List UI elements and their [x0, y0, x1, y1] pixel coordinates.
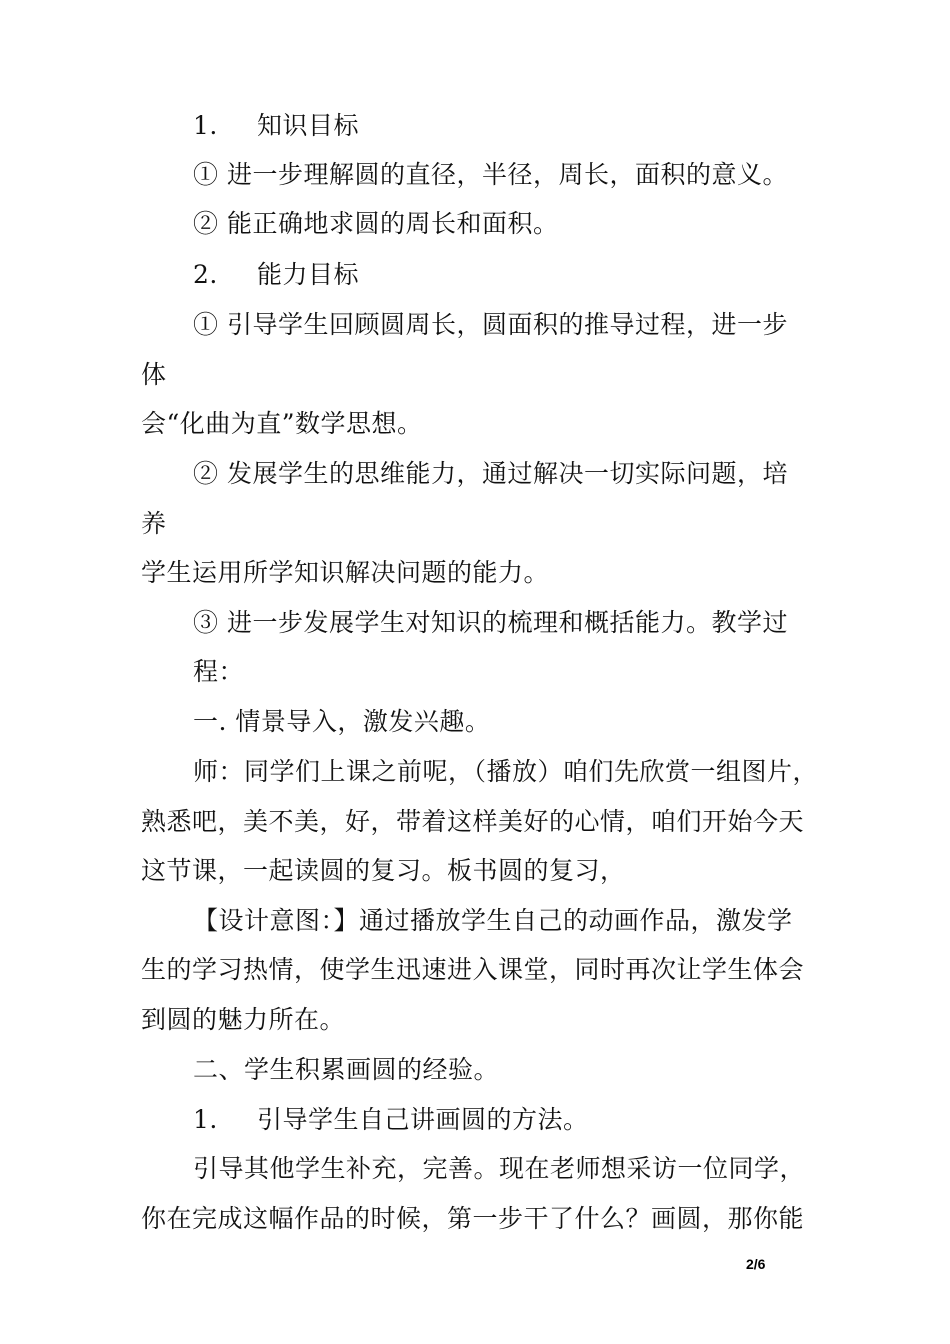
paragraph-line: 会“化曲为直”数学思想。 [141, 409, 423, 438]
paragraph-line: 这节课，一起读圆的复习。板书圆的复习， [141, 856, 626, 885]
paragraph-line: 体 [141, 360, 167, 389]
heading-ability-goal: 2. 能力目标 [193, 260, 360, 289]
paragraph-line: 学生运用所学知识解决问题的能力。 [141, 558, 550, 587]
paragraph-line: 师：同学们上课之前呢，（播放）咱们先欣赏一组图片， [193, 757, 819, 786]
paragraph-line: 引导其他学生补充，完善。现在老师想采访一位同学， [193, 1154, 806, 1183]
paragraph-line: 【设计意图：】通过播放学生自己的动画作品，激发学 [193, 906, 793, 935]
page-number: 2/6 [746, 1256, 766, 1272]
paragraph-line: ② 发展学生的思维能力，通过解决一切实际问题，培 [193, 459, 788, 488]
paragraph-line: ③ 进一步发展学生对知识的梳理和概括能力。教学过 [193, 608, 788, 637]
paragraph-line: 程： [193, 657, 245, 686]
paragraph-line: ① 进一步理解圆的直径，半径，周长，面积的意义。 [193, 160, 788, 189]
paragraph-line: 到圆的魅力所在。 [141, 1005, 346, 1034]
paragraph-line: 生的学习热情，使学生迅速进入课堂，同时再次让学生体会 [141, 955, 805, 984]
section-heading: 二、学生积累画圆的经验。 [193, 1055, 500, 1084]
paragraph-line: ① 引导学生回顾圆周长，圆面积的推导过程，进一步 [193, 310, 788, 339]
paragraph-line: ② 能正确地求圆的周长和面积。 [193, 209, 559, 238]
section-heading: 一. 情景导入，激发兴趣。 [193, 707, 491, 736]
paragraph-line: 熟悉吧，美不美，好，带着这样美好的心情，咱们开始今天 [141, 807, 805, 836]
paragraph-line: 养 [141, 509, 167, 538]
paragraph-line: 你在完成这幅作品的时候，第一步干了什么？画圆，那你能 [141, 1204, 805, 1233]
numbered-item: 1. 引导学生自己讲画圆的方法。 [193, 1105, 589, 1134]
heading-knowledge-goal: 1. 知识目标 [193, 111, 360, 140]
